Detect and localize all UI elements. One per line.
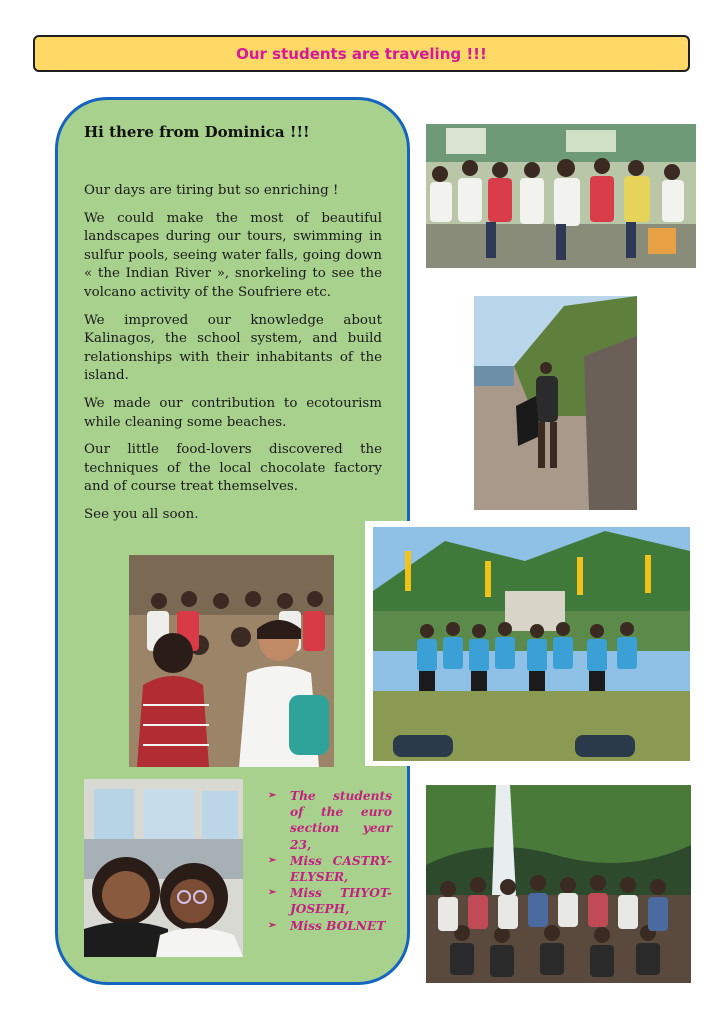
paragraph: We made our contribution to ecotourism while cleaning some beaches.: [84, 395, 382, 430]
paragraph: We improved our knowledge about Kalinagos, the school system, and build relationships with their inhabitants of the island.: [84, 312, 382, 384]
credits-list: [268, 788, 392, 934]
paragraph: See you all soon.: [84, 506, 199, 522]
paragraph: We could make the most of beautiful landscapes during our tours, swimming in sulfur pools, seeing water falls, going down « the Indian River », snorkeling to see the volcano activity of the Soufriere etc.: [84, 210, 382, 300]
audience-photo: [129, 555, 334, 767]
arrow-bullet-icon: ➢: [268, 919, 277, 931]
article-body: [84, 182, 382, 534]
credit-item: ➢ Miss BOLNET: [268, 918, 386, 933]
banner-title: Our students are traveling !!!: [236, 44, 487, 63]
arrow-bullet-icon: ➢: [268, 854, 277, 866]
header-banner: [33, 35, 690, 72]
article-heading: Hi there from Dominica !!!: [84, 123, 310, 141]
beach-cleanup-photo: [474, 296, 637, 510]
paragraph: Our days are tiring but so enriching !: [84, 183, 339, 198]
credit-item: ➢ Miss THYOT-JOSEPH,: [268, 886, 392, 917]
arrow-bullet-icon: ➢: [268, 887, 277, 899]
kayak-group-photo: [365, 521, 690, 766]
waterfall-group-photo: [426, 785, 691, 983]
ferry-selfie-photo: [84, 779, 243, 957]
credit-item: ➢ Miss CASTRY-ELYSER,: [268, 853, 392, 885]
arrow-bullet-icon: ➢: [268, 790, 277, 801]
paragraph: Our little food-lovers discovered the techniques of the local chocolate factory and of course treat themselves.: [84, 442, 382, 495]
classroom-photo: [426, 124, 696, 268]
credit-item: ➢ The students of the euro section year 23,: [268, 789, 392, 852]
